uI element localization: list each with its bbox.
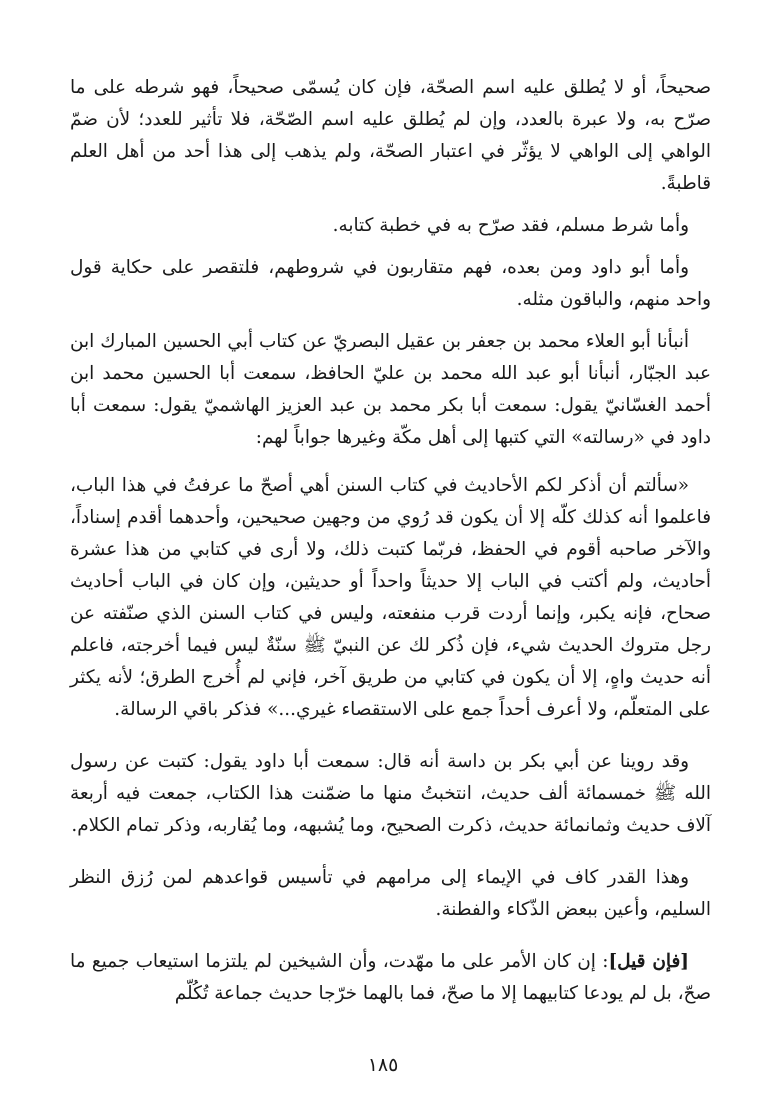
paragraph-7: وهذا القدر كاف في الإيماء إلى مرامهم في تأسيس قواعدهم لمن رُزق النظر السليم، وأعين ببعض الذّكاء والفطنة. xyxy=(70,867,711,920)
page-number: ١٨٥ xyxy=(367,1054,399,1076)
paragraph-3: وأما أبو داود ومن بعده، فهم متقاربون في شروطهم، فلتقصر على حكاية قول واحد منهم، والباقون مثله. xyxy=(70,257,711,310)
question-lead: [فإن قيل] xyxy=(608,951,689,972)
paragraph-8 xyxy=(70,946,711,1010)
page-body xyxy=(70,72,711,1010)
paragraph-2: وأما شرط مسلم، فقد صرّح به في خطبة كتابه. xyxy=(332,215,689,236)
paragraph-5-quote: «سألتم أن أذكر لكم الأحاديث في كتاب السنن أهي أصحّ ما عرفتُ في هذا الباب، فاعلموا أنه كذلك كلّه إلا أن يكون قد رُوي من وجهين صحيحين، وأحدهما أقدم إسناداً، والآخر صاحبه أقوم في الحفظ، فربّما كتبت ذلك، ولا أرى في كتابي من هذا عشرة أحاديث، ولم أكتب في الباب إلا حديثاً واحداً أو حديثين، وإن كان في الباب أحاديث صحاح، فإنه يكبر، وإنما أردت قرب منفعته، وليس في كتاب السنن الذي صنّفته عن رجل متروك الحديث شيء، فإن ذُكر لك عن النبيّ ﷺ سنّةٌ ليس فيما أخرجته، فاعلم أنه حديث واهٍ، إلا أن يكون في كتابي من طريق آخر، فإني لم أُخرج الطرق؛ لأنه يكثر على المتعلّم، ولا أعرف أحداً جمع على الاستقصاء غيري...» فذكر باقي الرسالة. xyxy=(70,475,711,720)
paragraph-8-text: : إن كان الأمر على ما مهّدت، وأن الشيخين لم يلتزما استيعاب جميع ما صحّ، بل لم يودعا كتابيهما إلا ما صحّ، فما بالهما خرّجا حديث جماعة تُكُلّم xyxy=(70,951,711,1004)
paragraph-1: صحيحاً، أو لا يُطلق عليه اسم الصحّة، فإن كان يُسمّى صحيحاً، فهو شرطه على ما صرّح به، ولا عبرة بالعدد، وإن لم يُطلق عليه اسم الصّحّة، فلا تأثير للعدد؛ لأن ضمّ الواهي إلى الواهي لا يؤثّر في اعتبار الصحّة، ولم يذهب إلى هذا أحد من أهل العلم قاطبةً. xyxy=(70,77,711,194)
paragraph-6: وقد روينا عن أبي بكر بن داسة أنه قال: سمعت أبا داود يقول: كتبت عن رسول الله ﷺ خمسمائة ألف حديث، انتخبتُ منها ما ضمّنت هذا الكتاب، جمعت فيه أربعة آلاف حديث وثمانمائة حديث، ذكرت الصحيح، وما يُشبهه، وما يُقاربه، وذكر تمام الكلام. xyxy=(70,751,711,836)
paragraph-4: أنبأنا أبو العلاء محمد بن جعفر بن عقيل البصريّ عن كتاب أبي الحسين المبارك ابن عبد الجبّار، أنبأنا أبو عبد الله محمد بن عليّ الحافظ، سمعت أبا الحسين محمد ابن أحمد الغسّانيّ يقول: سمعت أبا بكر محمد بن عبد العزيز الهاشميّ يقول: سمعت أبا داود في «رسالته» التي كتبها إلى أهل مكّة وغيرها جواباً لهم: xyxy=(70,331,711,448)
